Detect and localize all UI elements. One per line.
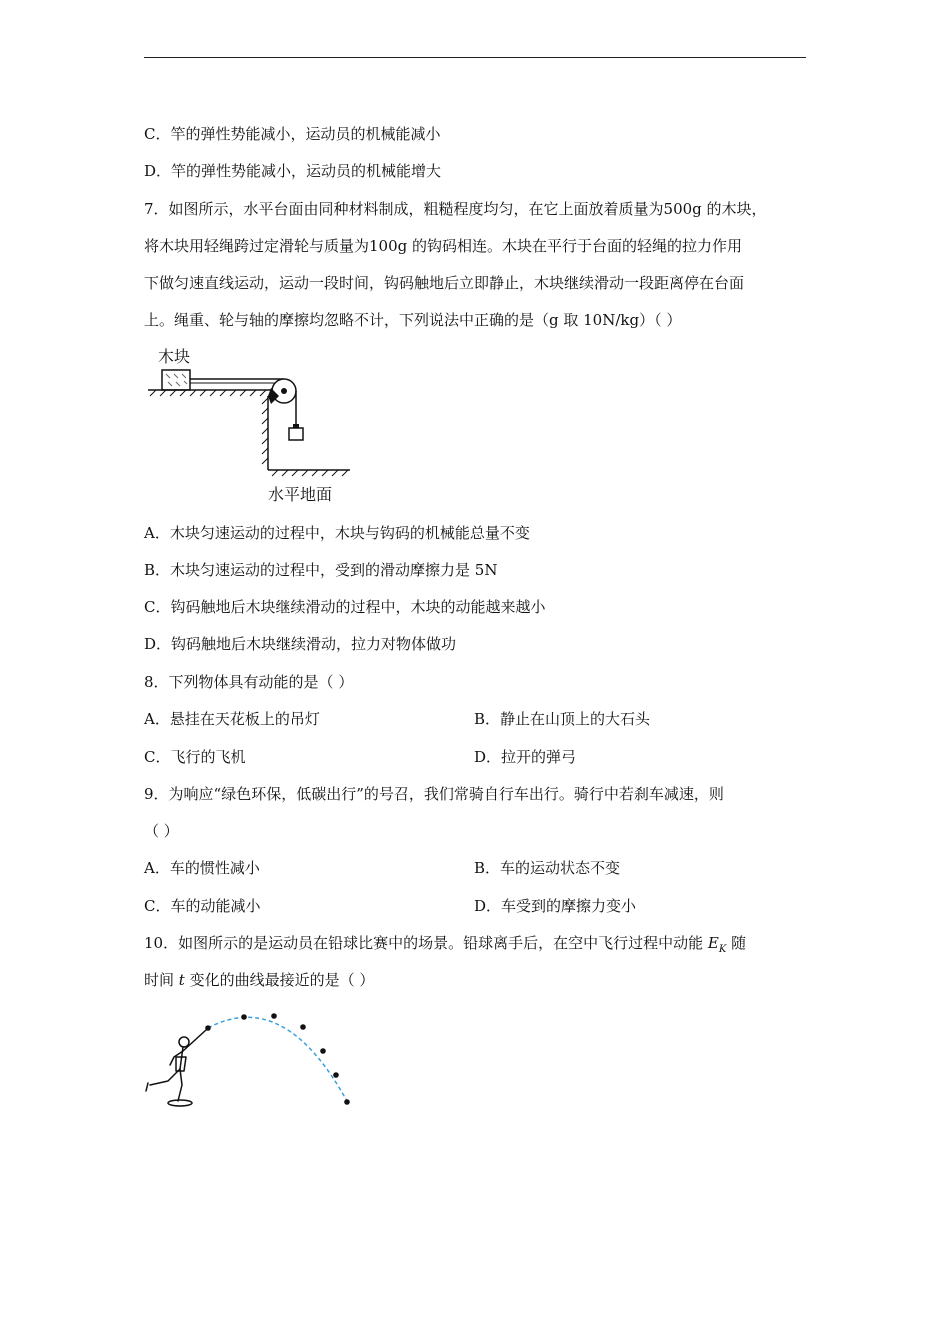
q9-option-b[interactable]: B．车的运动状态不变 (474, 859, 621, 877)
q6-option-c[interactable]: C．竿的弹性势能减小，运动员的机械能减小 (144, 125, 441, 143)
q7-stem-line-4: 上。绳重、轮与轴的摩擦均忽略不计，下列说法中正确的是（g 取 10N/kg）（ ） (144, 311, 682, 329)
energy-subscript: K (718, 944, 727, 955)
q9-stem-line-2: （ ） (144, 822, 179, 840)
q7-stem-line-1: 7．如图所示，水平台面由同种材料制成，粗糙程度均匀，在它上面放着质量为500g 的木块， (144, 200, 767, 218)
q8-option-b[interactable]: B．静止在山顶上的大石头 (474, 710, 651, 728)
q8-stem: 8．下列物体具有动能的是（ ） (144, 673, 354, 691)
q8-option-a[interactable]: A．悬挂在天花板上的吊灯 (144, 710, 320, 728)
shot-positions (205, 1013, 350, 1105)
energy-symbol: E (707, 934, 719, 952)
block-label: 木块 (158, 349, 191, 366)
time-symbol: t (178, 971, 185, 989)
q10-stem-line-2: 时间 t 变化的曲线最接近的是（ ） (144, 971, 375, 989)
q7-option-b[interactable]: B．木块匀速运动的过程中，受到的滑动摩擦力是 5N (144, 561, 498, 579)
q8-option-c[interactable]: C．飞行的飞机 (144, 748, 246, 766)
q9-option-d[interactable]: D．车受到的摩擦力变小 (474, 897, 637, 915)
q9-option-c[interactable]: C．车的动能减小 (144, 897, 261, 915)
q10-stem-line-1: 10．如图所示的是运动员在铅球比赛中的场景。铅球离手后，在空中飞行过程中动能 $E_K$ 随 (144, 934, 747, 955)
q7-stem-line-3: 下做匀速直线运动，运动一段时间，钩码触地后立即静止，木块继续滑动一段距离停在台面 (144, 274, 745, 292)
table-hatch (150, 390, 266, 396)
athlete-drawing (146, 1030, 206, 1106)
q7-option-c[interactable]: C．钩码触地后木块继续滑动的过程中，木块的动能越来越小 (144, 598, 546, 616)
hook-weight (289, 428, 303, 440)
q7-option-a[interactable]: A．木块匀速运动的过程中，木块与钩码的机械能总量不变 (144, 524, 530, 542)
q8-option-d[interactable]: D．拉开的弹弓 (474, 748, 577, 766)
wooden-block (162, 370, 190, 390)
q9-stem-line-1: 9．为响应“绿色环保，低碳出行”的号召，我们常骑自行车出行。骑行中若刹车减速，则 (144, 785, 724, 803)
pulley-axle (281, 388, 287, 394)
shot-put-figure (140, 1005, 360, 1115)
trajectory-curve (208, 1017, 348, 1103)
pulley-block-figure (146, 344, 361, 506)
header-rule (144, 57, 806, 58)
ground-label: 水平地面 (268, 487, 333, 504)
q6-option-d[interactable]: D．竿的弹性势能减小，运动员的机械能增大 (144, 162, 442, 180)
q9-option-a[interactable]: A．车的惯性减小 (144, 859, 260, 877)
q7-stem-line-2: 将木块用轻绳跨过定滑轮与质量为100g 的钩码相连。木块在平行于台面的轻绳的拉力作用 (144, 237, 743, 255)
q7-option-d[interactable]: D．钩码触地后木块继续滑动，拉力对物体做功 (144, 635, 457, 653)
